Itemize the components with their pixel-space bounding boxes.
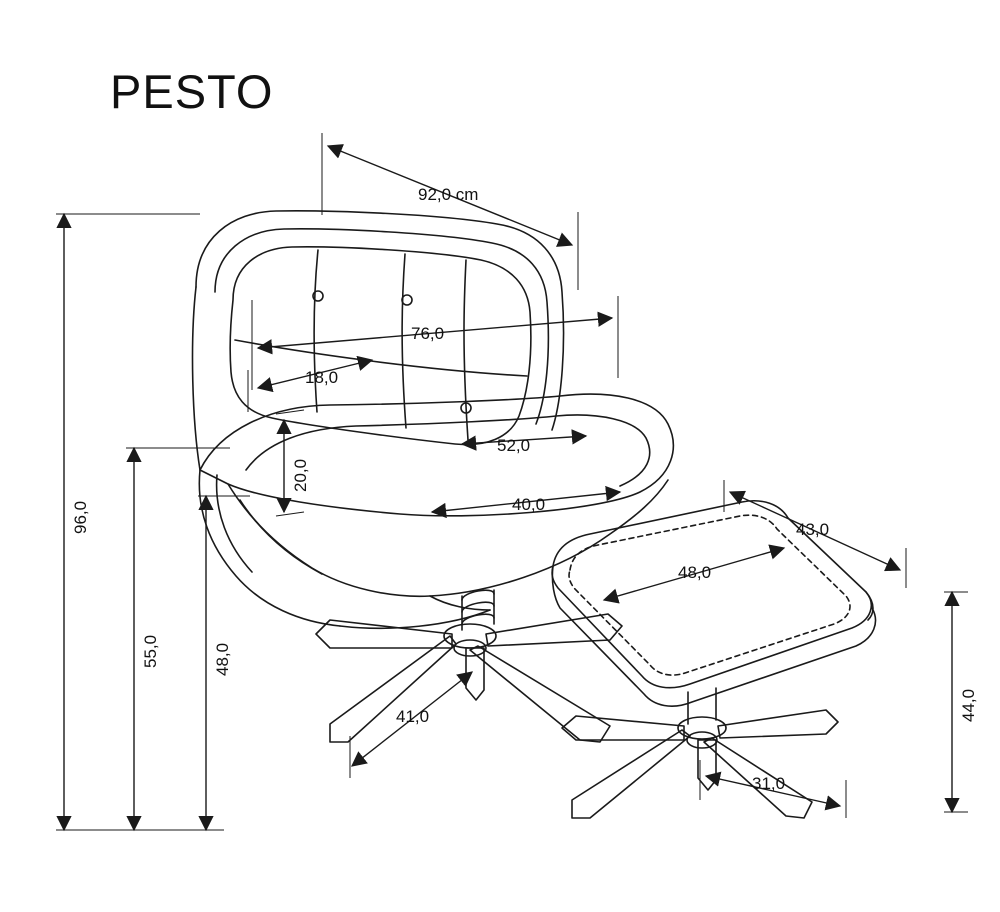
chair-outline (193, 211, 674, 742)
dim-label-backrest-height: 55,0 (141, 634, 160, 668)
dim-label-seat-depth: 40,0 (512, 495, 546, 514)
dim-label-overall-width-top: 92,0 cm (418, 185, 479, 204)
dim-label-base-diameter: 41,0 (396, 707, 430, 726)
dim-label-stool-width: 48,0 (678, 563, 712, 582)
dim-label-total-height: 96,0 (71, 500, 90, 534)
dimension-lines (56, 133, 968, 830)
dim-label-backrest-width: 76,0 (411, 324, 445, 343)
page-title: PESTO (110, 65, 274, 118)
dim-label-stool-base-span: 31,0 (752, 774, 786, 793)
footstool-outline (552, 501, 875, 818)
dim-label-stool-depth: 43,0 (796, 520, 830, 539)
dim-label-seat-width: 52,0 (497, 436, 531, 455)
dim-label-seat-cushion-height: 20,0 (291, 458, 310, 492)
dim-label-armrest-thickness: 18,0 (305, 368, 339, 387)
dim-label-stool-height: 44,0 (959, 688, 978, 722)
dim-label-seat-height: 48,0 (213, 642, 232, 676)
